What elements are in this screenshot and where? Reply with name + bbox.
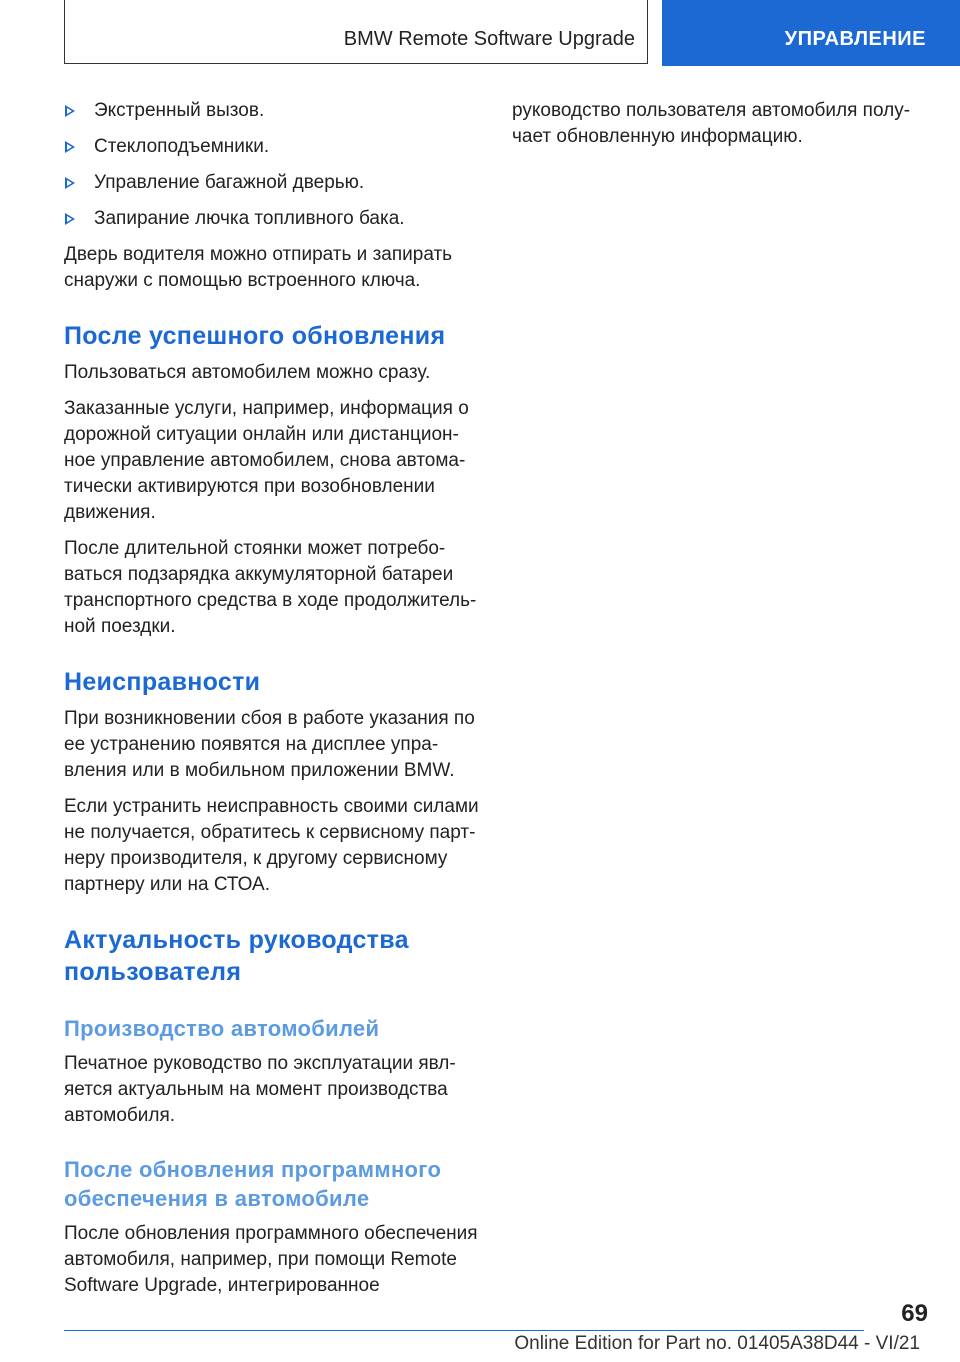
paragraph-use-immediately: Пользоваться автомобилем можно сразу. [64,362,431,383]
heading-faults: Неисправности [64,668,261,696]
list-item [64,170,482,196]
footer-divider [64,1330,864,1331]
section-title: УПРАВЛЕНИЕ [784,28,926,50]
list-item-text: Экстренный вызов. [94,100,265,121]
heading-after-update: После успешного обновления [64,322,446,350]
header-title: BMW Remote Software Upgrade [343,28,635,50]
paragraph-fault-display: При возникновении сбоя в работе указания по ее устранению появятся на дисплее управления или в мобильном приложении BMW. [64,708,475,781]
list-item-text: Запирание лючка топливного бака. [94,208,405,229]
triangle-bullet-icon [64,206,94,232]
triangle-bullet-icon [64,98,94,124]
paragraph-printed-manual: Печатное руководство по эксплуатации является актуальным на момент производства автомобиля. [64,1053,456,1126]
paragraph-driver-door: Дверь водителя можно отпирать и запирать снаружи с помощью встроенного ключа. [64,244,453,291]
page-header [64,0,960,66]
paragraph-fault-service: Если устранить неисправность своими силами не получается, обратитесь к сервисному партнеру производителя, к другому сервисному партнеру или на СТОА. [64,796,479,895]
paragraph-manual-updated: руководство пользователя автомобиля получает обновленную информацию. [512,100,911,147]
header-title-box [64,0,648,64]
triangle-bullet-icon [64,170,94,196]
paragraph-services: Заказанные услуги, например, информация о дорожной ситуации онлайн или дистанционное управление автомобилем, снова автоматически активируются при возобновлении движения. [64,398,469,523]
list-item [64,134,482,160]
section-tab [662,0,960,66]
page-number: 69 [901,1300,928,1327]
subheading-production: Производство автомобилей [64,1016,380,1041]
list-item-text: Управление багажной дверью. [94,172,365,193]
paragraph-software-update: После обновления программного обеспечения автомобиля, например, при помощи Remote Software Upgrade, интегрированное [64,1223,478,1296]
list-item-text: Стеклоподъемники. [94,136,270,157]
footer-edition: Online Edition for Part no. 01405A38D44 - VI/21 [514,1333,920,1354]
right-column [512,98,922,160]
paragraph-battery: После длительной стоянки может потребоваться подзарядка аккумуляторной батареи транспортного средства в ходе продолжительной поездки. [64,538,477,637]
triangle-bullet-icon [64,134,94,160]
left-column [64,98,482,1309]
heading-manual-actuality: Актуальность руководства пользователя [64,926,409,986]
list-item [64,98,482,124]
subheading-software-update: После обновления программного обеспечения в автомобиле [64,1157,442,1211]
list-item [64,206,482,232]
